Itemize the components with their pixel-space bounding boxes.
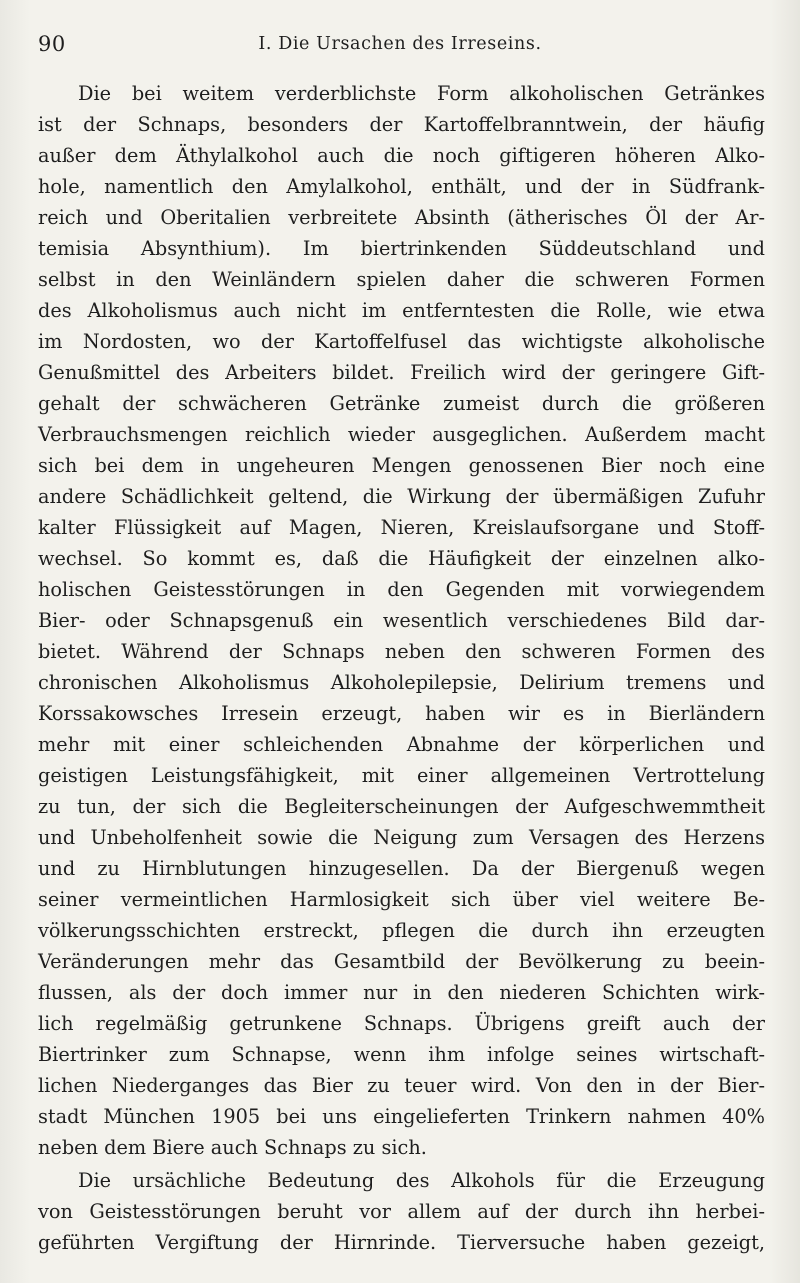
text-line: Veränderungen mehr das Gesamtbild der Bevölkerung zu beein- — [38, 950, 765, 973]
body-text — [38, 78, 765, 1258]
text-line: Die ursächliche Bedeutung des Alkohols für die Erzeugung — [78, 1169, 765, 1192]
text-line: seiner vermeintlichen Harmlosigkeit sich über viel weitere Be- — [38, 888, 765, 911]
text-line: und Unbeholfenheit sowie die Neigung zum Versagen des Herzens — [38, 826, 765, 849]
text-line: andere Schädlichkeit geltend, die Wirkung der übermäßigen Zufuhr — [38, 485, 765, 508]
text-line: lich regelmäßig getrunkene Schnaps. Übrigens greift auch der — [38, 1012, 765, 1035]
text-line: geistigen Leistungsfähigkeit, mit einer allgemeinen Vertrottelung — [38, 764, 765, 787]
text-line: gehalt der schwächeren Getränke zumeist durch die größeren — [38, 392, 765, 415]
text-line: lichen Niederganges das Bier zu teuer wird. Von den in der Bier- — [38, 1074, 765, 1097]
text-line: Bier- oder Schnapsgenuß ein wesentlich verschiedenes Bild dar- — [38, 609, 765, 632]
text-line: neben dem Biere auch Schnaps zu sich. — [38, 1136, 427, 1159]
text-line: ist der Schnaps, besonders der Kartoffelbranntwein, der häufig — [38, 113, 765, 136]
page-header — [38, 32, 768, 60]
text-line: holischen Geistesstörungen in den Gegenden mit vorwiegendem — [38, 578, 765, 601]
text-line: bietet. Während der Schnaps neben den schweren Formen des — [38, 640, 765, 663]
text-line: stadt München 1905 bei uns eingelieferten Trinkern nahmen 40% — [38, 1105, 765, 1128]
running-head: I. Die Ursachen des Irreseins. — [258, 34, 542, 54]
text-line: sich bei dem in ungeheuren Mengen genossenen Bier noch eine — [38, 454, 765, 477]
text-line: völkerungsschichten erstreckt, pflegen die durch ihn erzeugten — [38, 919, 765, 942]
text-line: selbst in den Weinländern spielen daher die schweren Formen — [38, 268, 765, 291]
text-line: Genußmittel des Arbeiters bildet. Freilich wird der geringere Gift- — [38, 361, 765, 384]
text-line: reich und Oberitalien verbreitete Absinth (ätherisches Öl der Ar- — [38, 206, 765, 229]
text-line: im Nordosten, wo der Kartoffelfusel das wichtigste alkoholische — [38, 330, 765, 353]
text-line: wechsel. So kommt es, daß die Häufigkeit der einzelnen alko- — [38, 547, 765, 570]
text-line: hole, namentlich den Amylalkohol, enthält, und der in Südfrank- — [38, 175, 765, 198]
text-line: Biertrinker zum Schnapse, wenn ihm infolge seines wirtschaft- — [38, 1043, 765, 1066]
text-line: von Geistesstörungen beruht vor allem auf der durch ihn herbei- — [38, 1200, 765, 1223]
text-line: geführten Vergiftung der Hirnrinde. Tierversuche haben gezeigt, — [38, 1231, 765, 1254]
text-line: Die bei weitem verderblichste Form alkoholischen Getränkes — [78, 82, 765, 105]
text-line: mehr mit einer schleichenden Abnahme der körperlichen und — [38, 733, 765, 756]
text-line: temisia Absynthium). Im biertrinkenden Süddeutschland und — [38, 237, 765, 260]
text-line: zu tun, der sich die Begleiterscheinungen der Aufgeschwemmtheit — [38, 795, 765, 818]
text-line: flussen, als der doch immer nur in den niederen Schichten wirk- — [38, 981, 765, 1004]
text-line: und zu Hirnblutungen hinzugesellen. Da der Biergenuß wegen — [38, 857, 765, 880]
page-number: 90 — [38, 32, 66, 56]
text-line: chronischen Alkoholismus Alkoholepilepsie, Delirium tremens und — [38, 671, 765, 694]
text-line: außer dem Äthylalkohol auch die noch giftigeren höheren Alko- — [38, 144, 765, 167]
text-line: Verbrauchsmengen reichlich wieder ausgeglichen. Außerdem macht — [38, 423, 765, 446]
text-line: kalter Flüssigkeit auf Magen, Nieren, Kreislaufsorgane und Stoff- — [38, 516, 765, 539]
text-line: Korssakowsches Irresein erzeugt, haben wir es in Bierländern — [38, 702, 765, 725]
text-line: des Alkoholismus auch nicht im entferntesten die Rolle, wie etwa — [38, 299, 765, 322]
